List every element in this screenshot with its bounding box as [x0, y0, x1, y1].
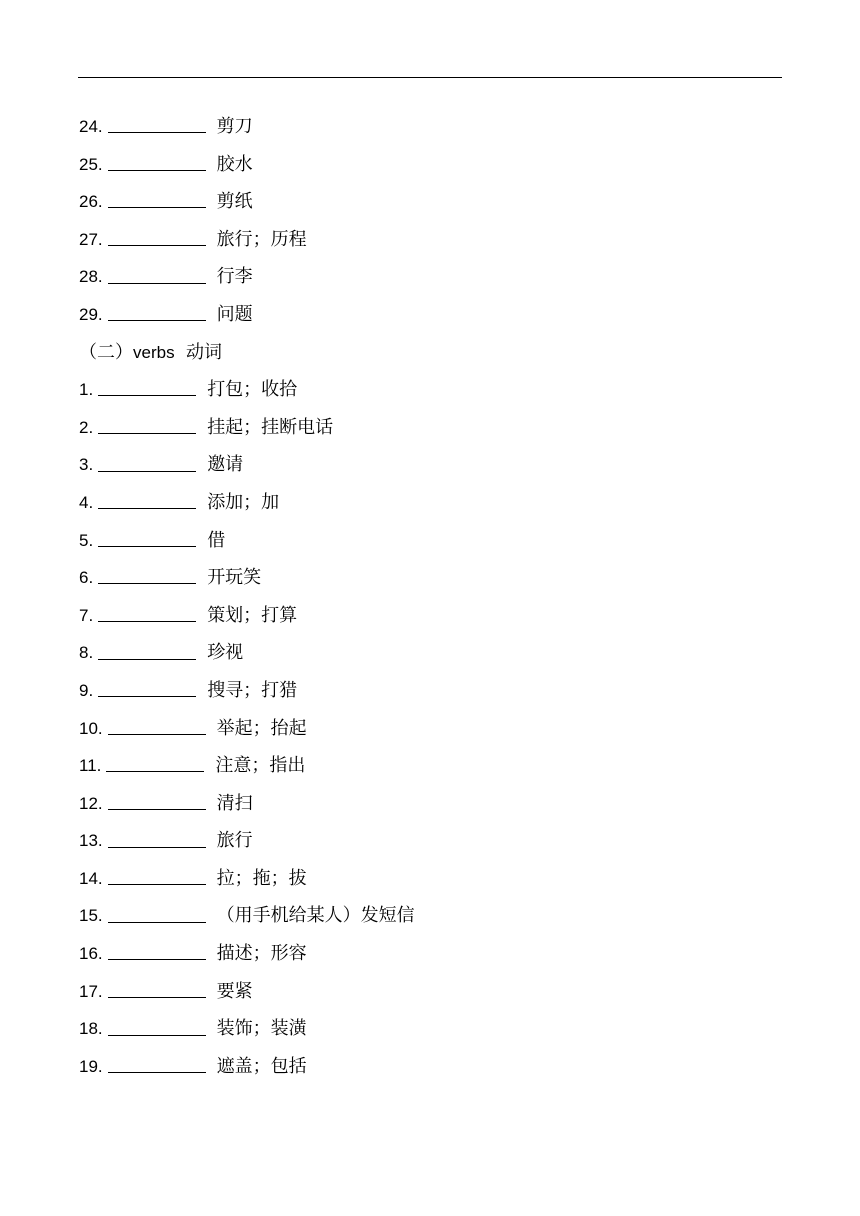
list-item: [79, 296, 779, 334]
item-number: 18.: [79, 1019, 103, 1039]
item-meaning: 剪刀: [216, 116, 253, 137]
list-item: [79, 785, 779, 823]
answer-blank[interactable]: [98, 680, 196, 697]
answer-blank[interactable]: [108, 906, 206, 923]
list-item: [79, 522, 779, 560]
list-item: [79, 108, 779, 146]
item-meaning: 拉；拖；拔: [216, 867, 307, 889]
item-number: 19.: [79, 1056, 103, 1076]
item-number: 1.: [79, 380, 94, 400]
answer-blank[interactable]: [108, 154, 206, 171]
item-meaning: 策划；打算: [207, 604, 298, 626]
list-item: [79, 146, 779, 184]
item-number: 11.: [79, 756, 102, 776]
item-number: 29.: [79, 304, 103, 324]
answer-blank[interactable]: [108, 1019, 206, 1036]
answer-blank[interactable]: [108, 116, 206, 133]
item-meaning: 问题: [216, 303, 253, 325]
answer-blank[interactable]: [108, 831, 206, 848]
answer-blank[interactable]: [98, 417, 196, 434]
answer-blank[interactable]: [98, 455, 196, 472]
list-item: [79, 973, 779, 1011]
item-meaning: 挂起；挂断电话: [207, 416, 334, 438]
list-item: [79, 935, 779, 973]
item-meaning: 注意；指出: [215, 755, 306, 777]
answer-blank[interactable]: [108, 868, 206, 885]
item-number: 3.: [79, 455, 94, 475]
answer-blank[interactable]: [98, 492, 196, 509]
list-item: [79, 1048, 779, 1086]
item-number: 15.: [79, 906, 103, 926]
item-number: 7.: [79, 605, 94, 625]
answer-blank[interactable]: [108, 267, 206, 284]
item-number: 8.: [79, 643, 94, 663]
answer-blank[interactable]: [108, 1056, 206, 1073]
item-meaning: 行李: [216, 266, 253, 288]
list-item: [79, 559, 779, 597]
item-meaning: 清扫: [216, 792, 253, 814]
item-number: 17.: [79, 981, 103, 1001]
item-meaning: 装饰；装潢: [216, 1018, 307, 1040]
item-meaning: （用手机给某人）发短信: [216, 905, 415, 927]
item-meaning: 搜寻；打猎: [207, 679, 298, 701]
list-item: [79, 183, 779, 221]
list-item: [79, 822, 779, 860]
list-item: [79, 897, 779, 935]
item-meaning: 举起；抬起: [216, 717, 307, 739]
item-number: 25.: [79, 154, 103, 174]
item-meaning: 打包；收拾: [207, 379, 298, 401]
item-meaning: 胶水: [216, 153, 253, 175]
item-number: 16.: [79, 944, 103, 964]
list-item: [79, 860, 779, 898]
answer-blank[interactable]: [98, 567, 196, 584]
list-item: [79, 710, 779, 748]
item-number: 24.: [79, 117, 103, 136]
item-meaning: 描述；形容: [216, 943, 307, 965]
item-meaning: 旅行；历程: [216, 228, 307, 250]
section-chinese: 动词: [186, 341, 223, 363]
list-item: [79, 1010, 779, 1048]
answer-blank[interactable]: [108, 718, 206, 735]
section-prefix: （二）: [79, 341, 133, 363]
item-meaning: 开玩笑: [207, 567, 262, 589]
item-meaning: 要紧: [216, 980, 253, 1002]
list-item: [79, 672, 779, 710]
item-meaning: 旅行: [216, 830, 253, 852]
answer-blank[interactable]: [108, 304, 206, 321]
item-meaning: 剪纸: [216, 191, 253, 213]
list-item: [79, 597, 779, 635]
item-number: 13.: [79, 831, 103, 851]
list-item: [79, 221, 779, 259]
list-item: [79, 258, 779, 296]
item-number: 10.: [79, 718, 103, 738]
answer-blank[interactable]: [98, 643, 196, 660]
answer-blank[interactable]: [98, 379, 196, 396]
answer-blank[interactable]: [108, 793, 206, 810]
answer-blank[interactable]: [108, 943, 206, 960]
item-number: 28.: [79, 267, 103, 287]
answer-blank[interactable]: [106, 755, 204, 772]
item-meaning: 添加；加: [207, 491, 280, 513]
list-item: [79, 747, 779, 785]
header-rule: [78, 77, 782, 78]
list-item: [79, 409, 779, 447]
vocab-list: [79, 108, 779, 1085]
answer-blank[interactable]: [98, 530, 196, 547]
item-meaning: 邀请: [207, 454, 244, 476]
answer-blank[interactable]: [108, 229, 206, 246]
item-meaning: 借: [207, 529, 226, 551]
item-number: 5.: [79, 530, 94, 550]
list-item: [79, 446, 779, 484]
item-number: 12.: [79, 793, 103, 813]
item-number: 4.: [79, 492, 94, 512]
answer-blank[interactable]: [108, 191, 206, 208]
item-number: 2.: [79, 417, 94, 437]
item-number: 6.: [79, 568, 94, 588]
item-number: 14.: [79, 868, 103, 888]
item-meaning: 遮盖；包括: [216, 1055, 307, 1077]
section-heading-verbs: [79, 334, 779, 372]
list-item: [79, 371, 779, 409]
item-meaning: 珍视: [207, 642, 244, 664]
section-english: verbs: [133, 342, 175, 362]
list-item: [79, 484, 779, 522]
item-number: 27.: [79, 229, 103, 249]
list-item: [79, 634, 779, 672]
answer-blank[interactable]: [108, 981, 206, 998]
item-number: 26.: [79, 192, 103, 212]
item-number: 9.: [79, 680, 94, 700]
answer-blank[interactable]: [98, 605, 196, 622]
